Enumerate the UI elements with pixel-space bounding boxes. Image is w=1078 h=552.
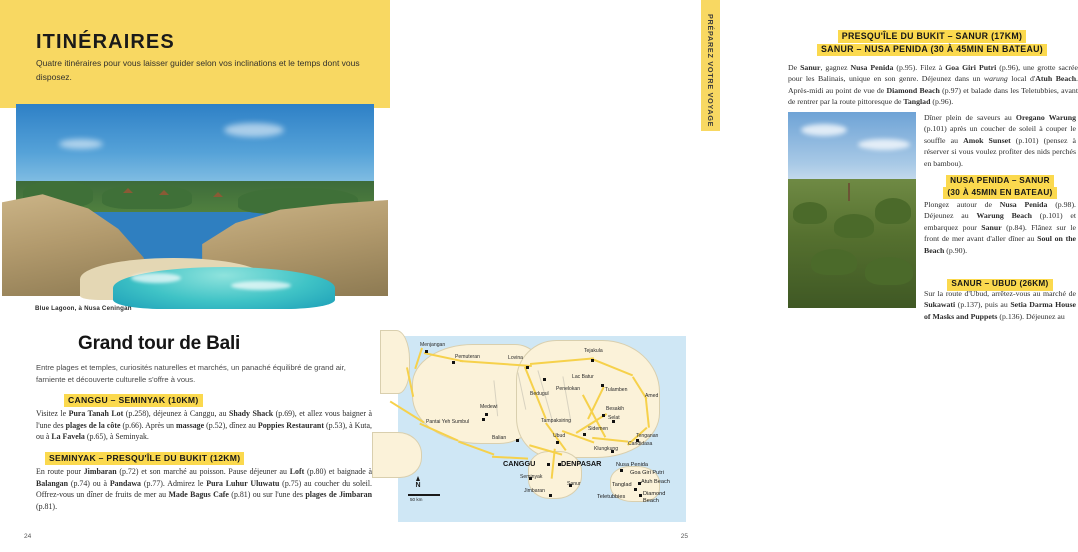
map-land-java-east	[380, 330, 410, 394]
map-place-label: Balian	[492, 435, 507, 441]
compass-arrow-icon	[416, 476, 420, 481]
map-place-label: Teletubbies	[597, 494, 626, 500]
photo-cloud	[224, 123, 284, 137]
map-place-label: Bedugul	[530, 391, 549, 397]
photo-foam	[131, 273, 181, 283]
section-body-seminyak-bukit: En route pour Jimbaran (p.72) et son marché au poisson. Pause déjeuner au Loft (p.80) et baignade à Balangan (p.74) ou à Pandawa (p.77). Admirez le Pura Luhur Uluwatu (p.75) au coucher du soleil. Offrez-vous un dîner de fruits de mer au Made Bagus Cafe (p.81) ou sur l'une des plages de Jimbaran (p.81).	[36, 467, 372, 511]
map-place-label: DENPASAR	[561, 459, 602, 468]
map-place-label: Pemuteran	[455, 354, 480, 360]
map-city-dot	[526, 366, 529, 369]
paragraph-nusa-penida-sanur: Plongez autour de Nusa Penida (p.98). Déjeunez au Warung Beach (p.101) et embarquez pour Sanur (p.84). Flânez sur le front de mer avant d'aller dîner au Soul on the Beach (p.90).	[924, 200, 1076, 255]
grand-tour-intro: Entre plages et temples, curiosités naturelles et marchés, un panaché équilibré de grand air, farniente et découverte culturelle s'offre à vous.	[36, 363, 346, 384]
photo-hut	[123, 188, 133, 193]
heading-line-2	[788, 44, 1076, 57]
map-place-label: Pantai Yeh Sumbul	[426, 419, 470, 425]
paragraph-oregano-warung: Dîner plein de saveurs au Oregano Warung (p.101) après un coucher de soleil à couper le souffle au Amok Sunset (p.101) (pensez à réserver si vous voulez profiter des nids perchés en bambou).	[924, 113, 1076, 168]
map-place-label: Ubud	[553, 433, 566, 439]
map-place-label: Beach	[643, 498, 659, 504]
grand-tour-title: Grand tour de Bali	[78, 333, 241, 354]
paragraph-sanur-ubud: Sur la route d'Ubud, arrêtez-vous au marché de Sukawati (p.137), puis au Setia Darma House of Masks and Puppets (p.136). Déjeunez au	[924, 289, 1076, 321]
map-place-label: Tejakula	[584, 348, 603, 354]
photo-cloud	[59, 139, 103, 149]
map-city-dot	[583, 433, 586, 436]
section-heading-seminyak-bukit	[45, 452, 244, 465]
page-title: ITINÉRAIRES	[36, 31, 175, 53]
heading-np-line-1	[924, 175, 1076, 187]
map-city-dot	[601, 384, 604, 387]
yellow-header-band	[0, 0, 390, 108]
heading-sanur-ubud-text: SANUR – UBUD (26KM)	[947, 279, 1052, 291]
map-scale-bar	[408, 494, 440, 496]
map-place-label: Lovina	[508, 355, 524, 361]
map-city-dot	[516, 439, 519, 442]
section-body-canggu-seminyak: Visitez le Pura Tanah Lot (p.258), déjeunez à Canggu, au Shady Shack (p.69), et allez vous baigner à l'une des plages de la côte (p.66). Après un massage (p.52), dînez au Poppies Restaurant (p.53), à Kuta, ou à La Favela (p.65), à Seminyak.	[36, 409, 373, 442]
map-place-label: CANGGU	[503, 459, 536, 468]
map-place-label: Menjangan	[420, 342, 446, 348]
map-place-label: Nusa Penida	[616, 462, 649, 468]
heading-np-line-1-text: NUSA PENIDA – SANUR	[946, 175, 1054, 187]
photo-hut	[213, 192, 223, 197]
map-scale-label: 50 km	[410, 497, 423, 502]
map-place-label: Diamond	[643, 491, 666, 497]
map-place-label: Amed	[645, 393, 659, 399]
heading-np-line-2-text: (30 À 45MIN EN BATEAU)	[943, 187, 1056, 199]
photo-vegetation	[102, 185, 192, 209]
side-tab-label: PRÉPAREZ VOTRE VOYAGE	[705, 14, 715, 128]
section-heading-text: SEMINYAK – PRESQU'ÎLE DU BUKIT (12KM)	[45, 452, 244, 465]
bali-map	[398, 336, 686, 522]
map-place-label: Penelokan	[556, 386, 581, 392]
map-place-label: Klungkung	[594, 446, 619, 452]
photo-bush	[811, 249, 857, 275]
photo-bush	[875, 198, 911, 224]
left-page	[0, 0, 390, 552]
map-city-dot	[602, 414, 605, 417]
map-city-dot	[452, 361, 455, 364]
map-city-dot	[425, 350, 428, 353]
heading-line-1	[788, 30, 1076, 43]
heading-line-2-text: SANUR – NUSA PENIDA (30 À 45MIN EN BATEAU)	[817, 44, 1047, 57]
map-place-label: Atuh Beach	[641, 479, 670, 485]
photo-foam	[231, 281, 291, 290]
heading-np-line-2	[924, 187, 1076, 199]
section-heading-canggu-seminyak	[64, 394, 203, 407]
map-place-label: Selat	[608, 415, 620, 421]
map-place-label: Tanglad	[612, 482, 632, 488]
map-city-dot	[543, 378, 546, 381]
heading-line-1-text: PRESQU'ÎLE DU BUKIT – SANUR (17KM)	[838, 30, 1026, 43]
heading-bukit-sanur-penida	[788, 30, 1076, 56]
map-city-dot	[634, 488, 637, 491]
photo-bush	[865, 257, 913, 285]
map-city-dot	[485, 413, 488, 416]
photo-cloud	[801, 124, 847, 136]
map-city-dot	[620, 469, 623, 472]
map-place-label: Sidemen	[588, 426, 609, 432]
map-city-dot	[556, 441, 559, 444]
map-city-dot	[482, 418, 485, 421]
heading-nusa-penida-sanur	[924, 175, 1076, 199]
map-city-dot	[549, 494, 552, 497]
map-place-label: Seminyak	[520, 474, 543, 480]
map-place-label: Medewi	[480, 404, 498, 410]
map-place-label: Jimbaran	[524, 488, 545, 494]
photo-caption: Blue Lagoon, à Nusa Ceningan	[35, 305, 132, 312]
compass-rose	[412, 476, 424, 489]
map-place-label: Sanur	[567, 481, 581, 487]
side-tab	[701, 0, 720, 131]
map-land-southwest-shelf	[372, 432, 422, 478]
map-place-label: Tulamben	[605, 387, 628, 393]
blue-lagoon-photo	[16, 104, 374, 296]
map-city-dot	[639, 494, 642, 497]
photo-tree-trunk	[848, 183, 850, 201]
section-heading-text: CANGGU – SEMINYAK (10KM)	[64, 394, 203, 407]
page-number-left: 24	[24, 533, 32, 540]
map-place-label: Besakih	[606, 406, 625, 412]
map-place-label: Tampaksiring	[541, 418, 572, 424]
map-place-label: Goa Giri Putri	[630, 470, 664, 476]
photo-bush	[793, 202, 827, 224]
compass-north-label: N	[415, 481, 421, 489]
map-city-dot	[591, 359, 594, 362]
teletubbies-photo	[788, 112, 916, 308]
page-number-right: 25	[680, 533, 688, 540]
intro-paragraph: De Sanur, gagnez Nusa Penida (p.95). Filez à Goa Giri Putri (p.96), une grotte sacrée pour les Balinais, unique en son genre. Déjeunez dans un warung local d'Atuh Beach. Après-midi au point de vue de Diamond Beach (p.97) et balade dans les Teletubbies, avant de rentrer par la route pittoresque de Tanglad (p.96).	[788, 63, 1078, 107]
photo-hut	[159, 190, 169, 195]
map-place-label: Tenganan	[636, 433, 659, 439]
map-place-label: Candidasa	[628, 441, 653, 447]
photo-bush	[834, 214, 874, 238]
page-subtitle: Quatre itinéraires pour vous laisser guider selon vos inclinations et le temps dont vous disposez.	[36, 58, 360, 82]
map-place-label: Lac Batur	[572, 374, 594, 380]
map-city-dot	[547, 463, 550, 466]
